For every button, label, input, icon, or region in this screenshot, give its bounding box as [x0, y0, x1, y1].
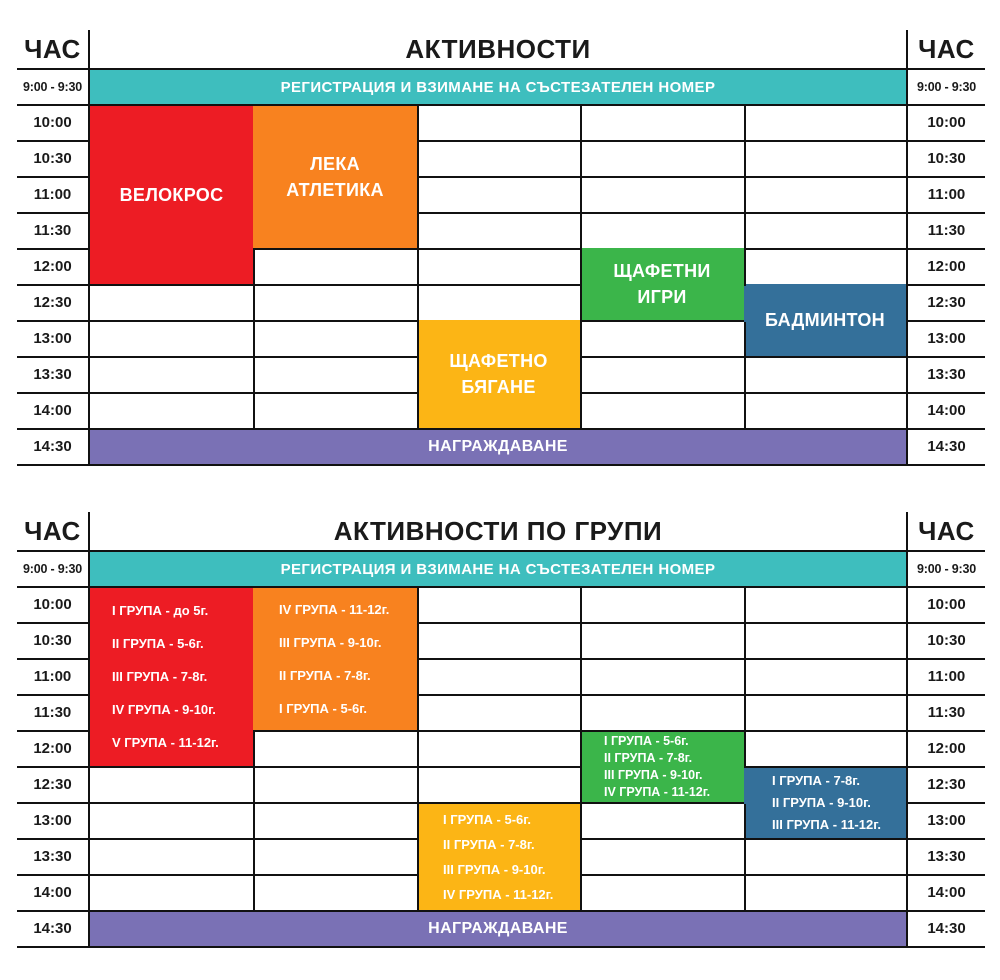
- time-cell: 12:30: [33, 294, 72, 311]
- time-cell: 14:00: [33, 402, 72, 419]
- grid-line: [253, 250, 255, 430]
- activity-block-relay-games: ЩАФЕТНИ ИГРИ: [580, 248, 744, 320]
- group-line: II ГРУПА - 7-8г.: [604, 751, 693, 765]
- grid-line: [17, 946, 985, 948]
- group-block-cycling: [90, 588, 253, 766]
- time-cell: 13:00: [927, 330, 966, 347]
- time-cell: 9:00 - 9:30: [23, 80, 82, 94]
- grid-line: [580, 106, 582, 430]
- time-cell: 12:30: [927, 294, 966, 311]
- time-cell: 9:00 - 9:30: [23, 562, 82, 576]
- time-cell: 13:30: [927, 366, 966, 383]
- time-cell: 12:30: [33, 776, 72, 793]
- group-line: IV ГРУПА - 11-12г.: [443, 886, 554, 902]
- group-line: II ГРУПА - 5-6г.: [112, 636, 204, 651]
- group-line: I ГРУПА - 5-6г.: [279, 700, 367, 716]
- group-line: III ГРУПА - 9-10г.: [443, 861, 546, 877]
- time-cell: 9:00 - 9:30: [917, 80, 976, 94]
- group-line: IV ГРУПА - 11-12г.: [604, 785, 711, 799]
- time-cell: 14:00: [33, 884, 72, 901]
- group-line: III ГРУПА - 9-10г.: [279, 634, 382, 650]
- group-line: I ГРУПА - до 5г.: [112, 603, 209, 618]
- time-cell: 11:30: [927, 222, 966, 239]
- time-cell: 10:00: [927, 596, 966, 613]
- group-line: III ГРУПА - 9-10г.: [604, 768, 703, 782]
- grid-line: [88, 512, 90, 948]
- hour-header-left: ЧАС: [24, 516, 81, 546]
- time-cell: 10:30: [927, 150, 966, 167]
- activity-block-athletics: ЛЕКА АТЛЕТИКА: [253, 106, 417, 248]
- time-cell: 11:00: [927, 186, 966, 203]
- group-line: I ГРУПА - 7-8г.: [772, 773, 860, 788]
- group-line: II ГРУПА - 9-10г.: [772, 795, 871, 810]
- time-cell: 13:00: [33, 812, 72, 829]
- time-cell: 12:00: [33, 740, 72, 757]
- group-line: IV ГРУПА - 9-10г.: [112, 702, 216, 717]
- time-cell: 14:30: [33, 920, 72, 937]
- registration-banner: РЕГИСТРАЦИЯ И ВЗИМАНЕ НА СЪСТЕЗАТЕЛЕН НОМЕР: [90, 552, 906, 586]
- group-block-relay-games: [580, 732, 744, 802]
- time-cell: 11:00: [33, 186, 72, 203]
- grid-line: [744, 322, 746, 430]
- group-line: III ГРУПА - 7-8г.: [112, 669, 208, 684]
- group-line: V ГРУПА - 11-12г.: [112, 735, 219, 750]
- group-line: I ГРУПА - 5-6г.: [443, 811, 531, 827]
- grid-line: [744, 804, 746, 912]
- hour-header-right: ЧАС: [918, 516, 975, 546]
- time-cell: 10:30: [33, 632, 72, 649]
- group-line: II ГРУПА - 7-8г.: [443, 836, 535, 852]
- group-line: III ГРУПА - 11-12г.: [772, 817, 881, 832]
- activity-block-badminton: БАДМИНТОН: [744, 284, 906, 356]
- time-cell: 14:00: [927, 402, 966, 419]
- time-cell: 11:00: [927, 668, 966, 685]
- grid-line: [88, 30, 90, 466]
- grid-line: [744, 588, 746, 768]
- time-cell: 13:00: [33, 330, 72, 347]
- time-cell: 12:00: [33, 258, 72, 275]
- time-cell: 9:00 - 9:30: [917, 562, 976, 576]
- activity-block-cycling: ВЕЛОКРОС: [90, 106, 253, 284]
- time-cell: 13:30: [927, 848, 966, 865]
- grid-line: [580, 588, 582, 912]
- time-cell: 12:00: [927, 740, 966, 757]
- awards-banner: НАГРАЖДАВАНЕ: [90, 430, 906, 464]
- time-cell: 11:30: [927, 704, 966, 721]
- grid-line: [417, 106, 419, 430]
- time-cell: 13:00: [927, 812, 966, 829]
- grid-line: [253, 732, 255, 912]
- table-title-activities-by-groups: АКТИВНОСТИ ПО ГРУПИ: [333, 516, 663, 546]
- time-cell: 12:00: [927, 258, 966, 275]
- group-block-relay-run: [417, 804, 580, 910]
- time-cell: 11:00: [33, 668, 72, 685]
- group-line: II ГРУПА - 7-8г.: [279, 667, 371, 683]
- time-cell: 10:00: [33, 114, 72, 131]
- grid-line: [744, 106, 746, 286]
- group-block-badminton: [744, 768, 906, 838]
- awards-banner: НАГРАЖДАВАНЕ: [90, 912, 906, 946]
- grid-line: [417, 588, 419, 912]
- time-cell: 13:30: [33, 848, 72, 865]
- time-cell: 11:30: [33, 222, 72, 239]
- time-cell: 14:30: [927, 438, 966, 455]
- time-cell: 13:30: [33, 366, 72, 383]
- activity-block-relay-run: ЩАФЕТНО БЯГАНЕ: [417, 320, 580, 428]
- time-cell: 12:30: [927, 776, 966, 793]
- time-cell: 10:00: [33, 596, 72, 613]
- table-title-activities: АКТИВНОСТИ: [405, 34, 591, 64]
- time-cell: 14:00: [927, 884, 966, 901]
- time-cell: 10:00: [927, 114, 966, 131]
- hour-header-left: ЧАС: [24, 34, 81, 64]
- time-cell: 14:30: [33, 438, 72, 455]
- time-cell: 10:30: [927, 632, 966, 649]
- grid-line: [17, 464, 985, 466]
- hour-header-right: ЧАС: [918, 34, 975, 64]
- group-line: IV ГРУПА - 11-12г.: [279, 601, 390, 617]
- time-cell: 11:30: [33, 704, 72, 721]
- time-cell: 10:30: [33, 150, 72, 167]
- time-cell: 14:30: [927, 920, 966, 937]
- registration-banner: РЕГИСТРАЦИЯ И ВЗИМАНЕ НА СЪСТЕЗАТЕЛЕН НОМЕР: [90, 70, 906, 104]
- group-line: I ГРУПА - 5-6г.: [604, 734, 689, 748]
- group-block-athletics: [253, 588, 417, 730]
